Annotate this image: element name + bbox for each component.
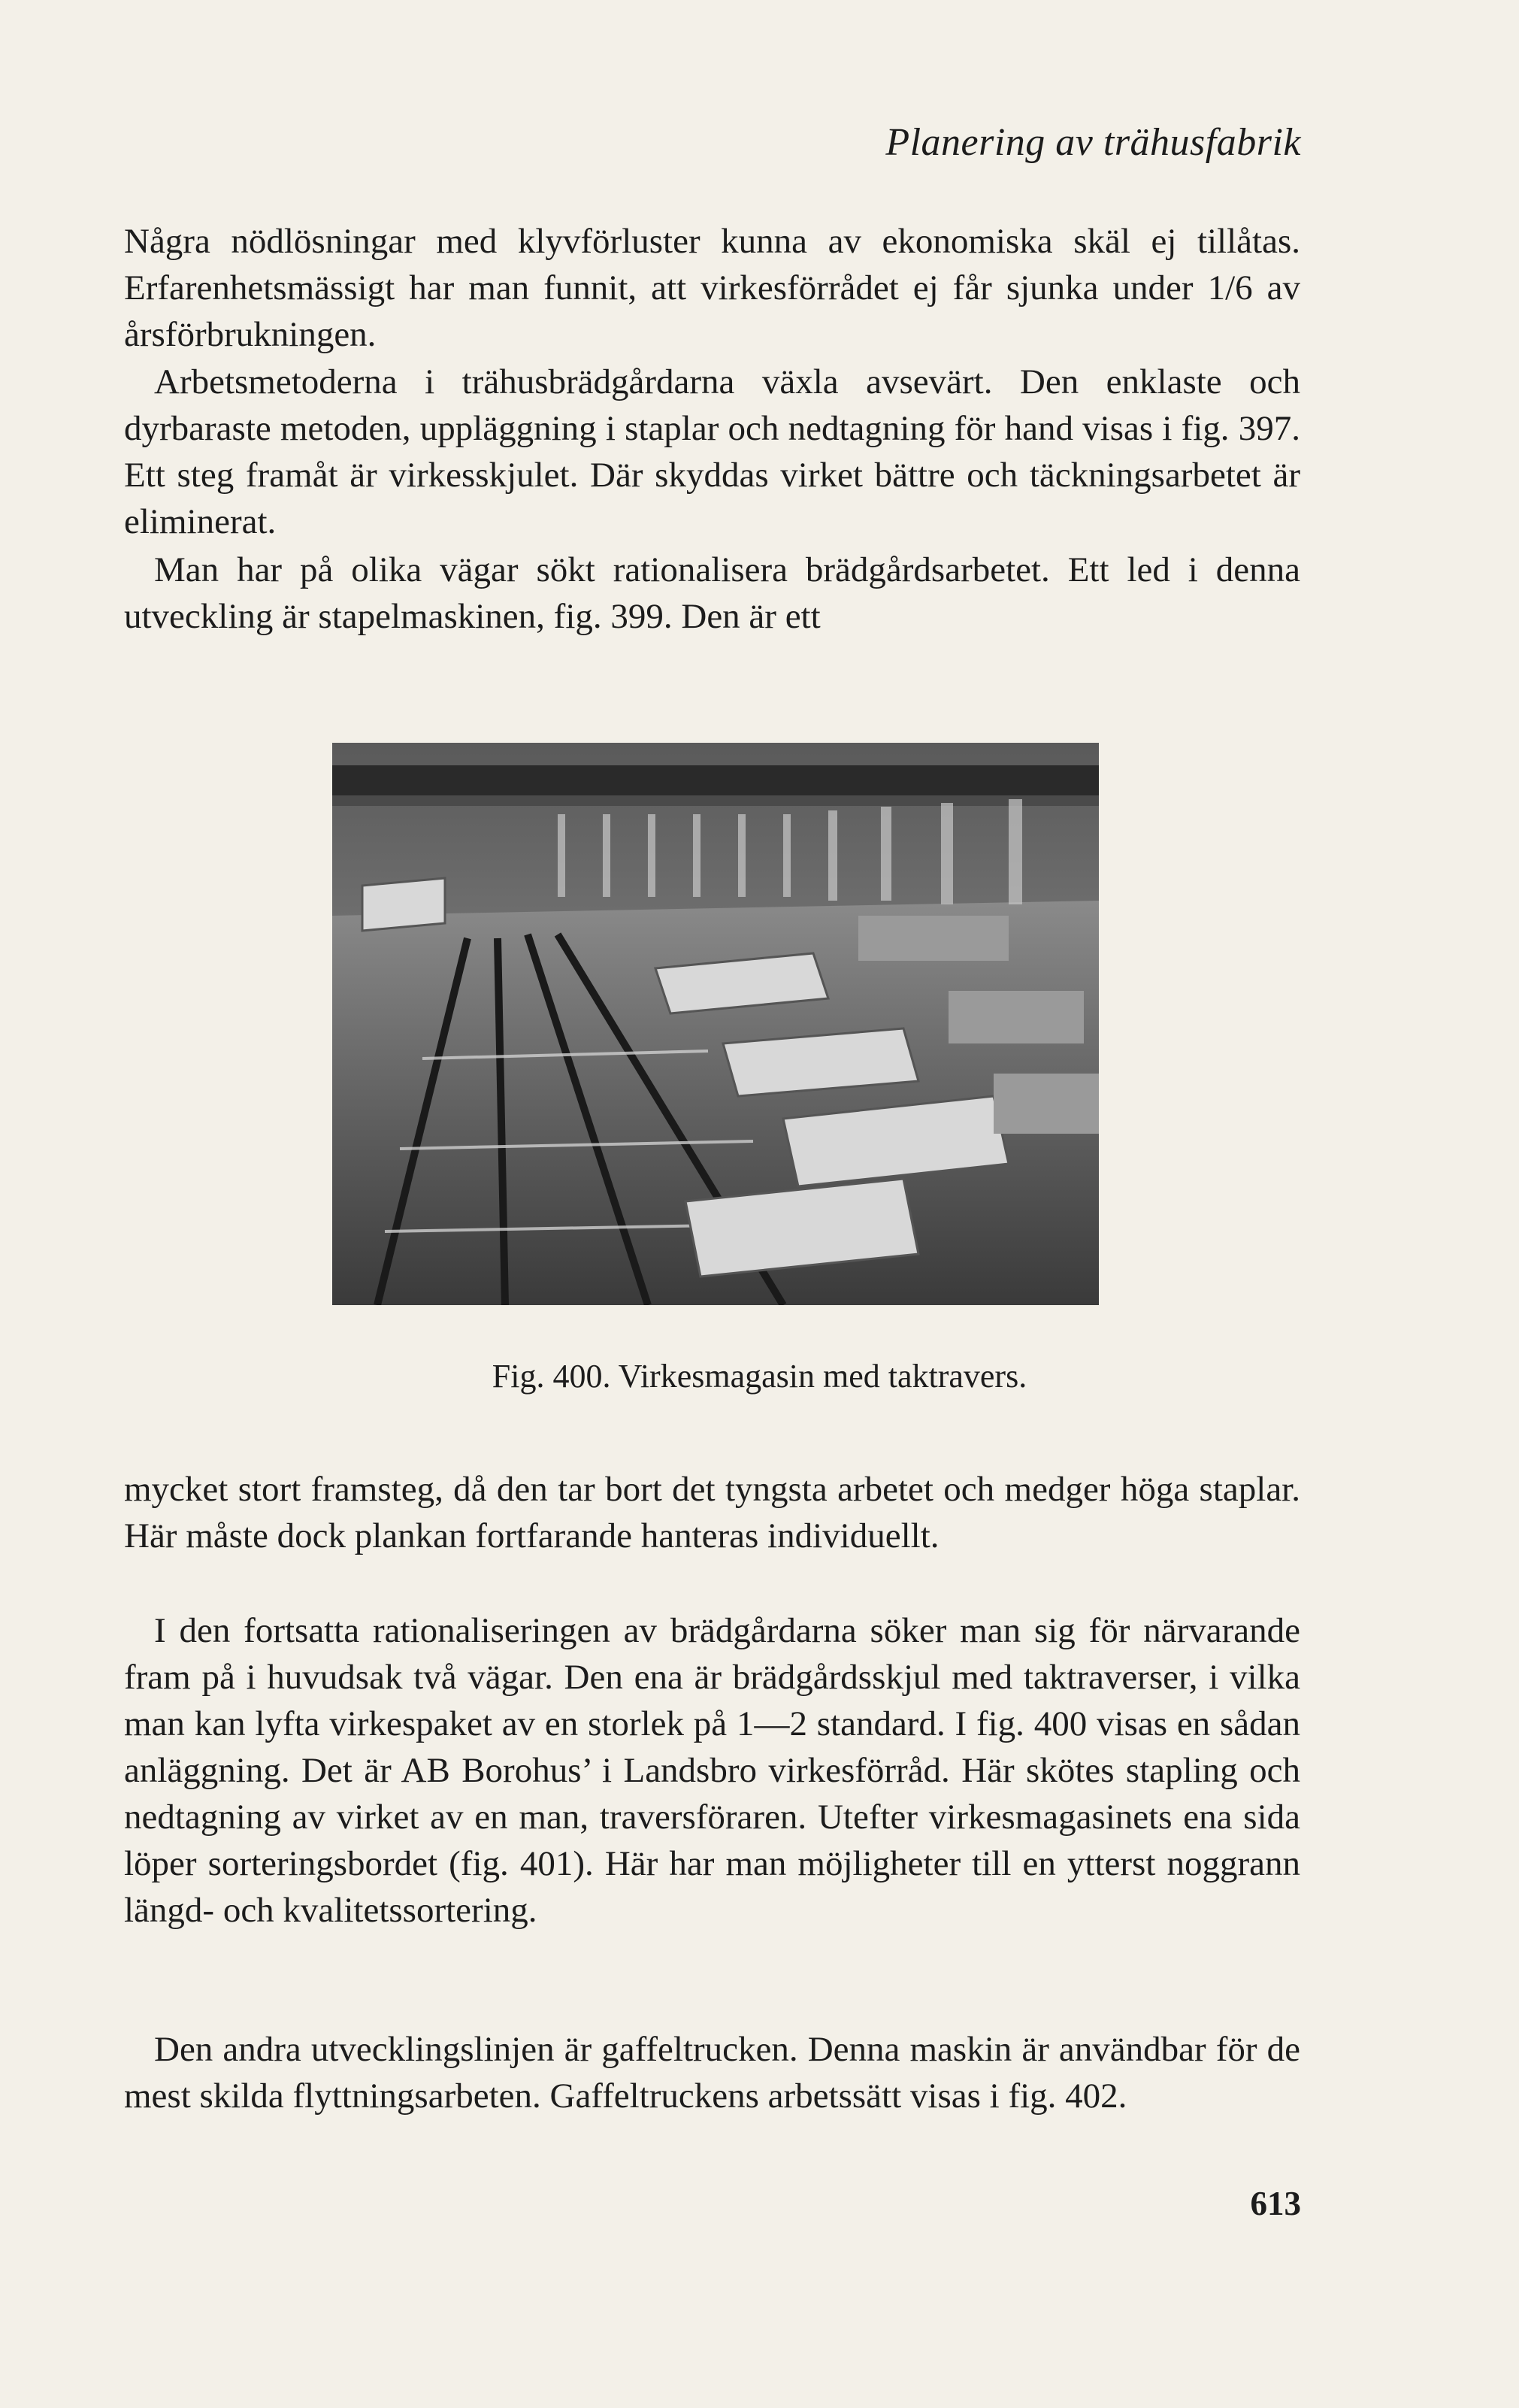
warehouse-photo xyxy=(332,743,1099,1305)
paragraph-3: Man har på olika vägar sökt rationalisera brädgårdsarbetet. Ett led i denna utveckling är stapelmaskinen, fig. 399. Den är ett xyxy=(124,550,1300,636)
paragraph-1: Några nödlösningar med klyvförluster kunna av ekonomiska skäl ej tillåtas. Erfarenhetsmässigt har man funnit, att virkesförrådet ej får sjunka under 1/6 av årsförbrukningen. xyxy=(124,222,1300,354)
paragraph-6: Den andra utvecklingslinjen är gaffeltrucken. Denna maskin är användbar för de mest skilda flyttningsarbeten. Gaffeltruckens arbetssätt visas i fig. 402. xyxy=(124,2030,1300,2116)
warehouse-photo-illustration xyxy=(332,743,1099,1305)
paragraph-5: I den fortsatta rationaliseringen av brädgårdarna söker man sig för närvarande fram på i huvudsak två vägar. Den ena är brädgårdsskjul med taktraverser, i vilka man kan lyfta virkespaket av en storlek på 1—2 standard. I fig. 400 visas en sådan anläggning. Det är AB Borohus’ i Landsbro virkesförråd. Här skötes stapling och nedtagning av virket av en man, traversföraren. Utefter virkesmagasinets ena sida löper sorteringsbordet (fig. 401). Här har man möjligheter till en ytterst noggrann längd- och kvalitetssortering. xyxy=(124,1611,1300,1930)
figure-caption: Fig. 400. Virkesmagasin med taktravers. xyxy=(492,1358,1027,1395)
paragraph-2: Arbetsmetoderna i trähusbrädgårdarna växla avsevärt. Den enklaste och dyrbaraste metoden, uppläggning i staplar och nedtagning för hand visas i fig. 397. Ett steg framåt är virkesskjulet. Där skyddas virket bättre och täckningsarbetet är eliminerat. xyxy=(124,362,1300,541)
paragraph-4: mycket stort framsteg, då den tar bort det tyngsta arbetet och medger höga staplar. Här måste dock plankan fortfarande hanteras individuellt. xyxy=(124,1470,1300,1555)
running-header: Planering av trähusfabrik xyxy=(885,121,1301,164)
page-number: 613 xyxy=(1250,2185,1301,2222)
